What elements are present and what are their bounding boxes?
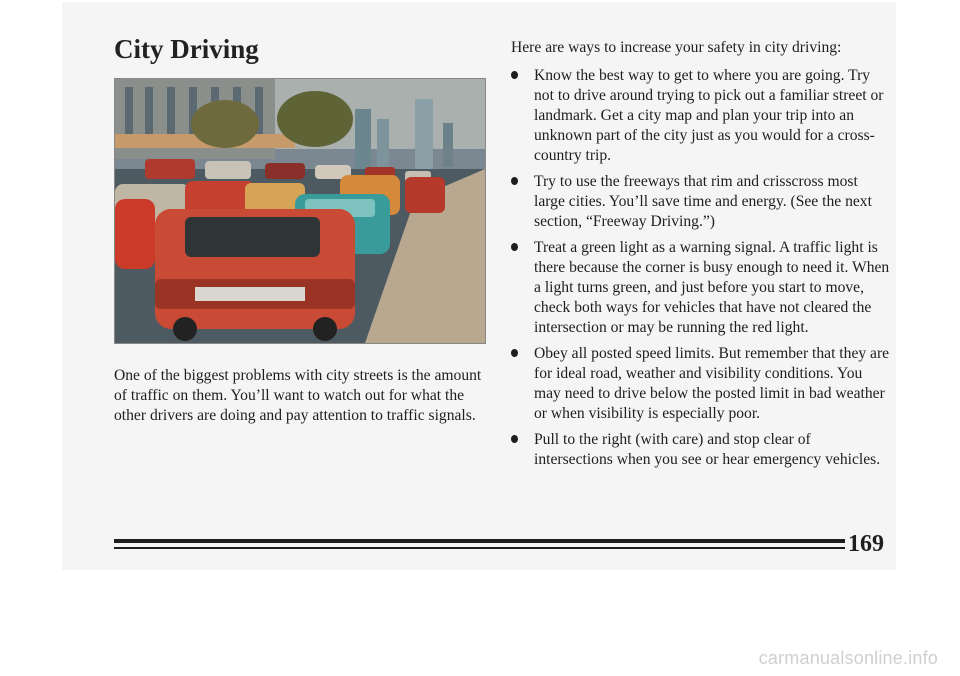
bullet-icon: [511, 243, 518, 251]
bullet-icon: [511, 349, 518, 357]
city-traffic-illustration: [114, 78, 486, 344]
list-item-text: Pull to the right (with care) and stop clear of intersections when you see or hear emergency vehicles.: [534, 431, 881, 468]
page-title: City Driving: [114, 34, 259, 64]
intro-text: Here are ways to increase your safety in city driving:: [511, 39, 842, 56]
bullet-icon: [511, 435, 518, 443]
list-item: [511, 344, 891, 424]
list-item-text: Try to use the freeways that rim and crisscross most large cities. You’ll save time and energy. (See the next section, “Freeway Driving.”): [534, 173, 872, 230]
list-item-text: Obey all posted speed limits. But remember that they are for ideal road, weather and visibility conditions. You may need to drive below the posted limit in bad weather or when visibility is especially poor.: [534, 345, 890, 422]
list-item: [511, 172, 891, 232]
bullet-icon: [511, 71, 518, 79]
list-item: [511, 430, 891, 470]
footer-rule-thick: [114, 539, 845, 543]
bullet-icon: [511, 177, 518, 185]
list-item-text: Know the best way to get to where you are going. Try not to drive around trying to pick out a familiar street or landmark. Get a city map and plan your trip into an unknown part of the city just as you would for a cross-country trip.: [534, 67, 884, 164]
watermark: carmanualsonline.info: [758, 648, 938, 668]
list-item: [511, 66, 891, 166]
safety-tips-list: [511, 66, 891, 476]
list-item: [511, 238, 891, 338]
page-number: 169: [848, 531, 884, 557]
footer-rule-thin: [114, 547, 845, 549]
list-item-text: Treat a green light as a warning signal. A traffic light is there because the corner is busy enough to need it. When a light turns green, and just before you start to move, check both ways for vehicles that have not cleared the intersection or may be running the red light.: [534, 239, 890, 336]
left-paragraph: One of the biggest problems with city streets is the amount of traffic on them. You’ll want to watch out for what the other drivers are doing and pay attention to traffic signals.: [114, 367, 482, 424]
